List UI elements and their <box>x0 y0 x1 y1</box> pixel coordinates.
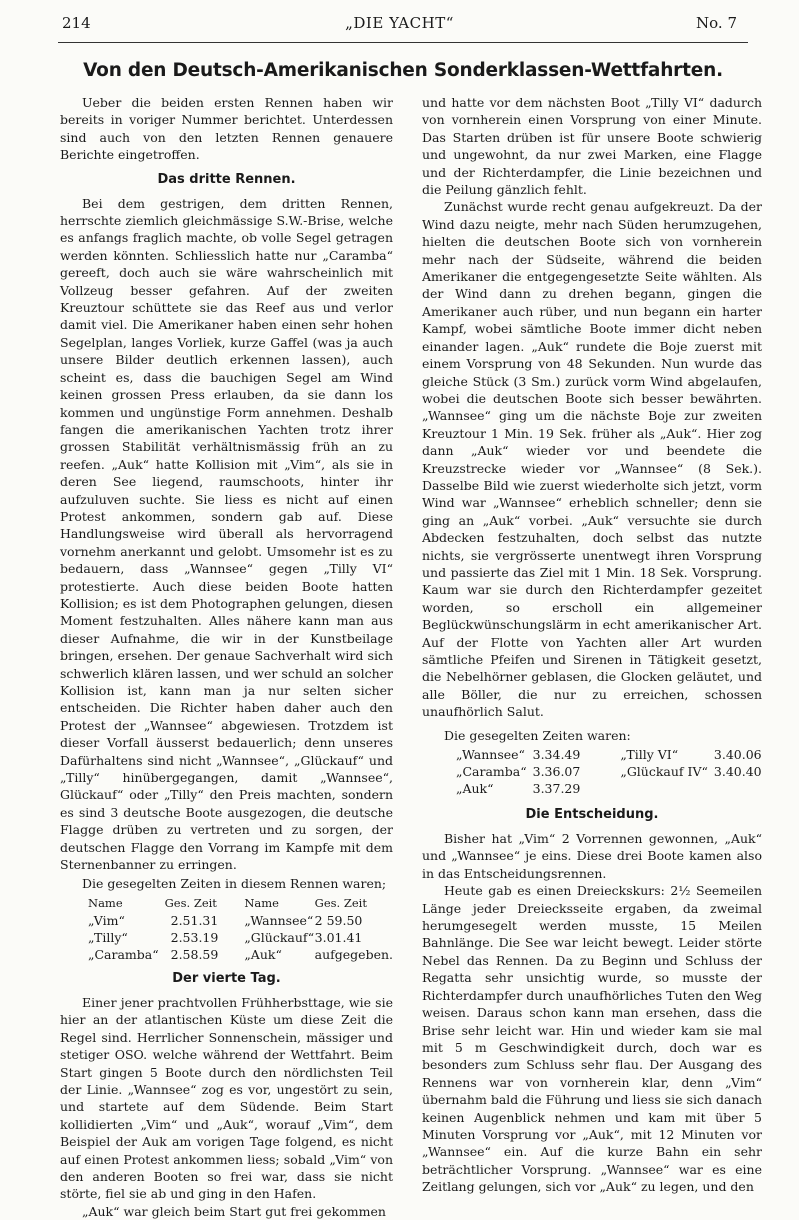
right-column <box>422 94 762 1196</box>
continued-paragraph: und hatte vor dem nächsten Boot „Tilly VI“ dadurch von vornherein einen Vorsprung von einer Minute. Das Starten drüben ist für unsere Boote schwierig und ungewohnt, da nur zwei Marken, eine Flagge und der Richterdampfer, die Linie bezeichnen und die Peilung gänzlich fehlt. <box>422 95 762 198</box>
times-intro-third-race: Die gesegelten Zeiten in diesem Rennen waren; <box>82 876 387 892</box>
left-column <box>60 94 393 1220</box>
boat-name: „Caramba“ <box>456 764 527 780</box>
times-table-third-race <box>60 895 393 963</box>
third-race-paragraph: Bei dem gestrigen, dem dritten Rennen, herrschte ziemlich gleichmässige S.W.-Brise, welche es anfangs fraglich machte, ob volle Segel getragen werden könnten. Schliesslich hatte nur „Caramba“ gereeft, doch auch sie wäre wahrscheinlich mit Vollzeug besser gefahren. Auf der zweiten Kreuztour schüttete sie das Reef aus und verlor damit viel. Die Amerikaner haben einen sehr hohen Segelplan, langes Vorliek, kurze Gaffel (was ja auch unsere Bilder deutlich erkennen lassen), auch scheint es, dass die bauchigen Segel am Wind keinen grossen Press erlauben, da sie dann los kommen und ungünstige Form annehmen. Deshalb fangen die amerikanischen Yachten trotz ihrer grossen Stabilität verhältnismässig früh an zu reefen. „Auk“ hatte Kollision mit „Vim“, als sie in deren See liegend, raumschoots, hinter ihr aufzuluven suchte. Sie liess es nicht auf einen Protest ankommen, sondern gab auf. Diese Handlungsweise wird überall als hervorragend vornehm anerkannt und gelobt. Umsomehr ist es zu bedauern, dass „Wannsee“ gegen „Tilly VI“ protestierte. Auch diese beiden Boote hatten Kollision; es ist dem Photographen gelungen, diesen Moment festzuhalten. Alles nähere kann man aus dieser Aufnahme, die wir in der Kunstbeilage bringen, ersehen. Der genaue Sachverhalt wird sich schwerlich klären lassen, und wer schuld an solcher Kollision ist, kann man ja nur selten sicher entscheiden. Die Richter haben daher auch den Protest der „Wannsee“ abgewiesen. Trotzdem ist dieser Vorfall äusserst bedauerlich; denn unseres Dafürhaltens sind nicht „Wannsee“, „Glückauf“ und „Tilly“ hinübergegangen, damit „Wannsee“, Glückauf“ oder „Tilly“ den Preis machten, sondern es sind 3 deutsche Boote ausgezogen, die deutsche Flagge drüben zu vertreten und zu sorgen, der deutschen Flagge den Vorrang im Kampfe mit dem Sternenbanner zu erringen. <box>60 195 393 873</box>
decision-race-paragraph: Heute gab es einen Dreieckskurs: 2½ Seemeilen Länge jeder Dreiecksseite ergaben, da zweimal herumgesegelt werden musste, 15 Meilen Bahnlänge. Die See war leicht bewegt. Leider störte Nebel das Rennen. Da zu Beginn und Schluss der Regatta sehr unsichtig wurde, so musste der Richterdampfer durch unaufhörliches Tuten den Weg weisen. Daraus schon kann man ersehen, dass die Brise sehr leicht war. Hin und wieder kam sie mal mit 5 m Geschwindigkeit durch, doch war es besonders zum Schluss sehr flau. Der Ausgang des Rennens war von vornherein klar, denn „Vim“ übernahm bald die Führung und liess sie sich danach keinen Augenblick nehmen und kam mit über 5 Minuten Vorsprung vor „Auk“, mit 12 Minuten vor „Wannsee“ ein. Auf die kurze Bahn ein sehr beträchtlicher Vorsprung. „Wannsee“ war es eine Zeitlang gelungen, sich vor „Auk“ zu legen, und den <box>422 883 762 1195</box>
section-heading-fourth-day: Der vierte Tag. <box>172 970 281 986</box>
table-row <box>456 763 768 780</box>
times-table-fourth-race <box>456 746 768 797</box>
header-rule <box>58 42 748 43</box>
table-row <box>456 746 768 763</box>
boat-name: „Wannsee“ <box>244 912 314 928</box>
sailed-time: aufgegeben. <box>314 946 393 962</box>
table-row <box>60 929 393 946</box>
column-header: Name <box>88 895 123 910</box>
column-header: Ges. Zeit <box>314 895 367 910</box>
sailed-time: 2 59.50 <box>314 912 363 928</box>
section-heading-decision: Die Entscheidung. <box>525 807 659 823</box>
sailed-time: 3.34.49 <box>532 747 581 763</box>
page-number: 214 <box>62 14 91 32</box>
sailed-time: 3.36.07 <box>532 764 581 780</box>
sailed-time: 2.58.59 <box>170 946 219 962</box>
issue-number: No. 7 <box>696 14 737 32</box>
table-row <box>456 780 768 797</box>
boat-name: „Glückauf“ <box>244 929 315 945</box>
times-intro-fourth-race: Die gesegelten Zeiten waren: <box>444 727 631 743</box>
decision-intro-paragraph: Bisher hat „Vim“ 2 Vorrennen gewonnen, „Auk“ und „Wannsee“ je eins. Diese drei Boote kamen also in das Entscheidungsrennen. <box>422 831 762 881</box>
column-header: Name <box>244 895 279 910</box>
sailed-time: 3.01.41 <box>314 929 363 945</box>
page-header <box>0 14 799 40</box>
fourth-day-paragraph: Einer jener prachtvollen Frühherbsttage, wie sie hier an der atlantischen Küste um diese Zeit die Regel sind. Herrlicher Sonnenschein, mässiger und stetiger OSO. welche während der Wettfahrt. Beim Start gingen 5 Boote durch den nördlichsten Teil der Linie. „Wannsee“ zog es vor, ungestört zu sein, und startete auf dem Südende. Beim Start kollidierten „Vim“ und „Auk“, worauf „Vim“, dem Beispiel der Auk am vorigen Tage folgend, es nicht auf einen Protest ankommen liess; sobald „Vim“ von den anderen Booten so frei war, dass sie nicht störte, fiel sie ab und ging in den Hafen. <box>60 994 393 1202</box>
boat-name: „Glückauf IV“ <box>620 764 708 780</box>
journal-title: „DIE YACHT“ <box>345 14 454 32</box>
boat-name: „Caramba“ <box>88 946 159 962</box>
boat-name: „Vim“ <box>88 912 125 928</box>
sailed-time <box>714 780 768 797</box>
sailed-time: 2.53.19 <box>170 929 219 945</box>
sailed-time: 3.40.40 <box>713 764 762 780</box>
boat-name: „Wannsee“ <box>456 747 525 763</box>
article-headline: Von den Deutsch-Amerikanischen Sonderklassen-Wettfahrten. <box>83 60 723 81</box>
sailed-time: 3.40.06 <box>713 747 762 763</box>
sailed-time: 2.51.31 <box>170 912 219 928</box>
intro-paragraph: Ueber die beiden ersten Rennen haben wir bereits in voriger Nummer berichtet. Unterdessen sind auch von den letzten Rennen genauere Berichte eingetroffen. <box>60 95 393 163</box>
boat-name: „Auk“ <box>456 781 494 797</box>
boat-name: „Tilly“ <box>88 929 128 945</box>
section-heading-third-race: Das dritte Rennen. <box>157 171 296 187</box>
fourth-day-paragraph-continued: „Auk“ war gleich beim Start gut frei gekommen <box>82 1203 386 1219</box>
column-header: Ges. Zeit <box>164 895 217 910</box>
sailed-time: 3.37.29 <box>532 781 581 797</box>
table-row <box>60 946 393 963</box>
table-row <box>60 912 393 929</box>
boat-name <box>620 780 714 797</box>
times-table-header-row <box>60 895 393 912</box>
boat-name: „Tilly VI“ <box>620 747 679 763</box>
boat-name: „Auk“ <box>244 946 282 962</box>
race-description-paragraph: Zunächst wurde recht genau aufgekreuzt. Da der Wind dazu neigte, mehr nach Süden herumzugehen, hielten die deutschen Boote sich von vornherein mehr nach der Südseite, während die beiden Amerikaner die entgegengesetzte Seite wählten. Als der Wind dann zu drehen begann, gingen die Amerikaner auch rüber, und nun begann ein harter Kampf, wobei sämtliche Boote immer dicht neben einander lagen. „Auk“ rundete die Boje zuerst mit einem Vorsprung von 48 Sekunden. Nun wurde das gleiche Stück (3 Sm.) zurück vorm Wind abgelaufen, wobei die deutschen Boote sich besser bewährten. „Wannsee“ ging um die nächste Boje zur zweiten Kreuztour 1 Min. 19 Sek. früher als „Auk“. Hier zog dann „Auk“ wieder vor und beendete die Kreuzstrecke wieder vor „Wannsee“ (8 Sek.). Dasselbe Bild wie zuerst wiederholte sich jetzt, vorm Wind war „Wannsee“ erheblich schneller; denn sie ging an „Auk“ vorbei. „Auk“ versuchte sie durch Abdecken festzuhalten, doch selbst das nutzte nichts, sie vergrösserte unentwegt ihren Vorsprung und passierte das Ziel mit 1 Min. 18 Sek. Vorsprung. Kaum war sie durch den Richterdampfer gezeitet worden, so erscholl ein allgemeiner Beglückwünschungslärm in echt amerikanischer Art. Auf der Flotte von Yachten aller Art wurden sämtliche Pfeifen und Sirenen in Tätigkeit gesetzt, die Nebelhörner geblasen, die Glocken geläutet, und alle Böller, die nur zu erreichen, schossen unaufhörlich Salut. <box>422 199 762 720</box>
